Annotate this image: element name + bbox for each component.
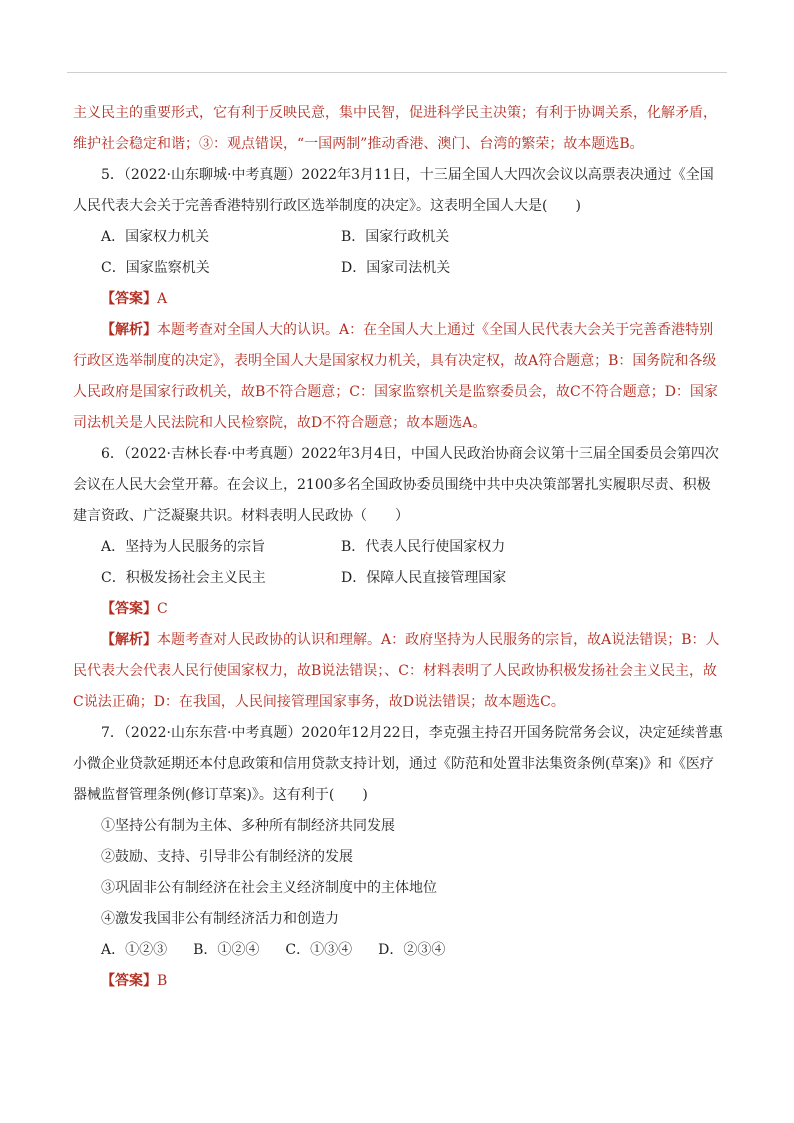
q5-option-c: C．国家监察机关 [101, 260, 210, 276]
q6-option-c: C．积极发扬社会主义民主 [101, 570, 266, 586]
question-5-options-2 [73, 253, 723, 284]
q7-option-a: A．①②③ [101, 942, 168, 958]
question-6-options-2 [73, 563, 723, 594]
q7-option-b: B．①②④ [193, 942, 260, 958]
question-5-analysis: 【解析】本题考查对全国人大的认识。A：在全国人大上通过《全国人民代表大会关于完善香港特别行政区选举制度的决定》，表明全国人大是国家权力机关，具有决定权，故A符合题意；B：国务院和各级人民政府是国家行政机关，故B不符合题意；C：国家监察机关是监察委员会，故C不符合题意；D：国家司法机关是人民法院和人民检察院，故D不符合题意；故本题选A。 [73, 322, 718, 431]
q7-statement-3: ③巩固非公有制经济在社会主义经济制度中的主体地位 [101, 880, 437, 896]
intro-text: 主义民主的重要形式，它有利于反映民意，集中民智，促进科学民主决策；有利于协调关系，化解矛盾，维护社会稳定和谐；③：观点错误，“一国两制”推动香港、澳门、台湾的繁荣；故本题选B。 [73, 105, 717, 152]
q7-option-c: C．①③④ [285, 942, 353, 958]
question-7-options [73, 935, 723, 966]
q6-option-a: A．坚持为人民服务的宗旨 [101, 539, 266, 555]
question-5-answer: 【答案】A [101, 291, 168, 307]
question-7-answer: 【答案】B [101, 973, 168, 989]
header-rule [67, 72, 727, 73]
q5-option-d: D．国家司法机关 [341, 260, 451, 276]
q5-option-a: A．国家权力机关 [101, 229, 210, 245]
q7-option-d: D．②③④ [378, 942, 446, 958]
q5-option-b: B．国家行政机关 [341, 229, 450, 245]
question-6-analysis: 【解析】本题考查对人民政协的认识和理解。A：政府坚持为人民服务的宗旨，故A说法错误；B：人民代表大会代表人民行使国家权力，故B说法错误；、C：材料表明了人民政协积极发扬社会主义民主，故C说法正确；D：在我国，人民间接管理国家事务，故D说法错误；故本题选C。 [73, 632, 720, 710]
question-5-stem: 5．（2022·山东聊城·中考真题）2022年3月11日，十三届全国人大四次会议以高票表决通过《全国人民代表大会关于完善香港特别行政区选举制度的决定》。这表明全国人大是( ) [73, 167, 714, 214]
q7-statement-2: ②鼓励、支持、引导非公有制经济的发展 [101, 849, 353, 865]
document-body [73, 98, 723, 997]
question-6-options [73, 532, 723, 563]
question-5-options [73, 222, 723, 253]
q7-statement-1: ①坚持公有制为主体、多种所有制经济共同发展 [101, 818, 395, 834]
q6-option-b: B．代表人民行使国家权力 [341, 539, 506, 555]
q7-statement-4: ④激发我国非公有制经济活力和创造力 [101, 911, 339, 927]
question-7-stem: 7．（2022·山东东营·中考真题）2020年12月22日，李克强主持召开国务院常务会议，决定延续普惠小微企业贷款延期还本付息政策和信用贷款支持计划，通过《防范和处置非法集资条例(草案)》和《医疗器械监督管理条例(修订草案)》。这有利于( ) [73, 725, 723, 803]
question-6-answer: 【答案】C [101, 601, 168, 617]
question-6-stem: 6．（2022·吉林长春·中考真题）2022年3月4日，中国人民政治协商会议第十三届全国委员会第四次会议在人民大会堂开幕。在会议上，2100多名全国政协委员围绕中共中央决策部署扎实履职尽责、积极建言资政、广泛凝聚共识。材料表明人民政协（ ） [73, 446, 719, 524]
q6-option-d: D．保障人民直接管理国家 [341, 570, 507, 586]
